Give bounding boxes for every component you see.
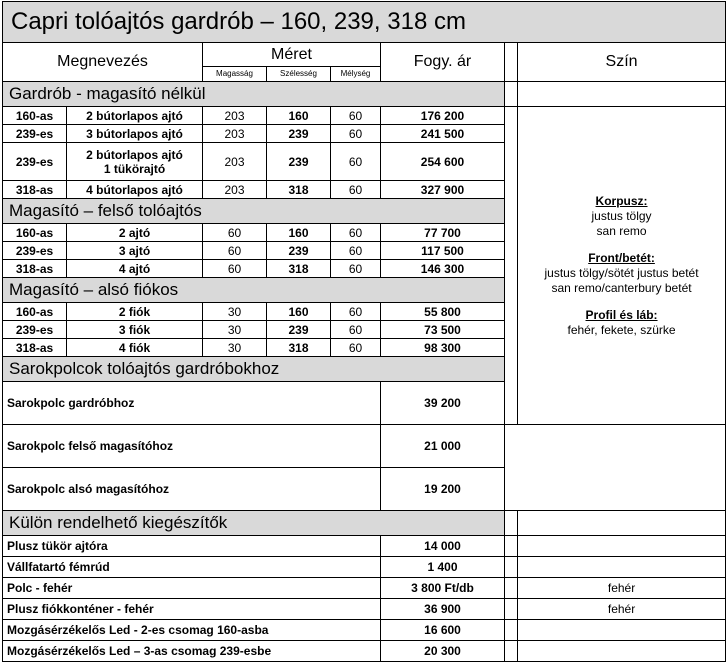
row-desc: 2 bútorlapos ajtó xyxy=(67,107,203,125)
section-title: Sarokpolcok tolóajtós gardróbokhoz xyxy=(3,357,505,382)
profil-1: fehér, fekete, szürke xyxy=(567,322,676,337)
row-name: Plusz fiókkonténer - fehér xyxy=(3,599,381,620)
row-height: 203 xyxy=(203,125,267,143)
row-desc-line2: 1 tükörajtó xyxy=(103,161,166,176)
row-code: 239-es xyxy=(3,242,67,260)
row-price: 55 800 xyxy=(381,303,505,321)
row-price: 14 000 xyxy=(381,536,505,557)
table-row xyxy=(3,468,726,511)
spacer-cell xyxy=(505,536,518,557)
row-color xyxy=(518,557,726,578)
row-price: 241 500 xyxy=(381,125,505,143)
row-depth: 60 xyxy=(331,181,381,199)
korpusz-2: san remo xyxy=(596,223,647,238)
table-row xyxy=(3,107,726,125)
row-code: 239-es xyxy=(3,321,67,339)
table-row xyxy=(3,536,726,557)
row-depth: 60 xyxy=(331,339,381,357)
row-desc xyxy=(67,143,203,181)
table-row xyxy=(3,599,726,620)
row-depth: 60 xyxy=(331,260,381,278)
row-price: 254 600 xyxy=(381,143,505,181)
front-1: justus tölgy/sötét justus betét xyxy=(544,265,699,280)
page-title: Capri tolóajtós gardrób – 160, 239, 318 cm xyxy=(3,2,726,43)
row-desc: 4 ajtó xyxy=(67,260,203,278)
row-width: 160 xyxy=(267,303,331,321)
row-code: 318-as xyxy=(3,339,67,357)
spacer-cell xyxy=(505,511,518,536)
spacer-cell xyxy=(505,82,518,107)
row-price: 19 200 xyxy=(381,468,505,511)
row-price: 1 400 xyxy=(381,557,505,578)
price-table xyxy=(2,1,726,662)
row-desc: 3 bútorlapos ajtó xyxy=(67,125,203,143)
empty-cell xyxy=(518,82,726,107)
row-name: Sarokpolc felső magasítóhoz xyxy=(3,425,381,468)
row-depth: 60 xyxy=(331,107,381,125)
table-row xyxy=(3,578,726,599)
header-color: Szín xyxy=(518,43,726,82)
table-row xyxy=(3,425,726,468)
row-height: 60 xyxy=(203,242,267,260)
row-price: 77 700 xyxy=(381,224,505,242)
row-code: 239-es xyxy=(3,143,67,181)
row-code: 160-as xyxy=(3,303,67,321)
korpusz-1: justus tölgy xyxy=(591,208,652,223)
row-color xyxy=(518,536,726,557)
row-width: 239 xyxy=(267,321,331,339)
row-code: 318-as xyxy=(3,181,67,199)
row-color xyxy=(518,620,726,641)
spacer-cell xyxy=(505,107,518,425)
row-width: 318 xyxy=(267,339,331,357)
front-2: san remo/canterbury betét xyxy=(551,280,692,295)
row-code: 318-as xyxy=(3,260,67,278)
row-price: 73 500 xyxy=(381,321,505,339)
header-height: Magasság xyxy=(203,67,267,82)
row-height: 203 xyxy=(203,143,267,181)
profil-label: Profil és láb: xyxy=(585,307,658,322)
header-price: Fogy. ár xyxy=(381,43,505,82)
row-code: 160-as xyxy=(3,107,67,125)
row-height: 203 xyxy=(203,107,267,125)
row-price: 117 500 xyxy=(381,242,505,260)
section-title: Külön rendelhető kiegészítők xyxy=(3,511,505,536)
row-width: 239 xyxy=(267,125,331,143)
row-width: 160 xyxy=(267,224,331,242)
row-name: Mozgásérzékelős Led – 3-as csomag 239-esbe xyxy=(3,641,381,662)
table-row xyxy=(3,620,726,641)
row-width: 239 xyxy=(267,143,331,181)
row-name: Vállfatartó fémrúd xyxy=(3,557,381,578)
spacer-cell xyxy=(505,43,518,82)
row-price: 146 300 xyxy=(381,260,505,278)
table-row xyxy=(3,557,726,578)
row-desc: 2 ajtó xyxy=(67,224,203,242)
korpusz-label: Korpusz: xyxy=(595,193,648,208)
row-height: 60 xyxy=(203,260,267,278)
row-width: 318 xyxy=(267,181,331,199)
row-price: 3 800 Ft/db xyxy=(381,578,505,599)
row-desc: 4 fiók xyxy=(67,339,203,357)
row-price: 39 200 xyxy=(381,382,505,425)
row-desc: 3 ajtó xyxy=(67,242,203,260)
row-height: 30 xyxy=(203,339,267,357)
row-price: 327 900 xyxy=(381,181,505,199)
empty-cell xyxy=(518,511,726,536)
row-color: fehér xyxy=(518,599,726,620)
header-size: Méret xyxy=(203,43,381,67)
row-height: 30 xyxy=(203,303,267,321)
row-price: 36 900 xyxy=(381,599,505,620)
row-code: 239-es xyxy=(3,125,67,143)
row-desc: 4 bútorlapos ajtó xyxy=(67,181,203,199)
row-depth: 60 xyxy=(331,303,381,321)
row-price: 16 600 xyxy=(381,620,505,641)
front-label: Front/betét: xyxy=(588,250,655,265)
row-width: 239 xyxy=(267,242,331,260)
row-price: 21 000 xyxy=(381,425,505,468)
row-price: 176 200 xyxy=(381,107,505,125)
spacer-cell xyxy=(505,557,518,578)
row-depth: 60 xyxy=(331,321,381,339)
row-color: fehér xyxy=(518,578,726,599)
row-depth: 60 xyxy=(331,224,381,242)
spacer-cell xyxy=(505,578,518,599)
row-height: 60 xyxy=(203,224,267,242)
row-depth: 60 xyxy=(331,125,381,143)
section-title: Gardrób - magasító nélkül xyxy=(3,82,505,107)
row-desc-line1: 2 bútorlapos ajtó xyxy=(86,147,183,162)
header-depth: Mélység xyxy=(331,67,381,82)
spacer-cell xyxy=(505,620,518,641)
row-name: Polc - fehér xyxy=(3,578,381,599)
spacer-cell xyxy=(505,599,518,620)
color-info xyxy=(518,107,726,425)
row-price: 20 300 xyxy=(381,641,505,662)
row-code: 160-as xyxy=(3,224,67,242)
row-width: 318 xyxy=(267,260,331,278)
row-depth: 60 xyxy=(331,242,381,260)
row-desc: 2 fiók xyxy=(67,303,203,321)
row-height: 30 xyxy=(203,321,267,339)
row-width: 160 xyxy=(267,107,331,125)
row-name: Mozgásérzékelős Led - 2-es csomag 160-asba xyxy=(3,620,381,641)
section-title: Magasító – felső tolóajtós xyxy=(3,199,505,224)
header-name: Megnevezés xyxy=(3,43,203,82)
header-width: Szélesség xyxy=(267,67,331,82)
row-name: Plusz tükör ajtóra xyxy=(3,536,381,557)
section-title: Magasító – alsó fiókos xyxy=(3,278,505,303)
row-price: 98 300 xyxy=(381,339,505,357)
row-desc: 3 fiók xyxy=(67,321,203,339)
row-name: Sarokpolc gardróbhoz xyxy=(3,382,381,425)
row-name: Sarokpolc alsó magasítóhoz xyxy=(3,468,381,511)
row-height: 203 xyxy=(203,181,267,199)
row-depth: 60 xyxy=(331,143,381,181)
